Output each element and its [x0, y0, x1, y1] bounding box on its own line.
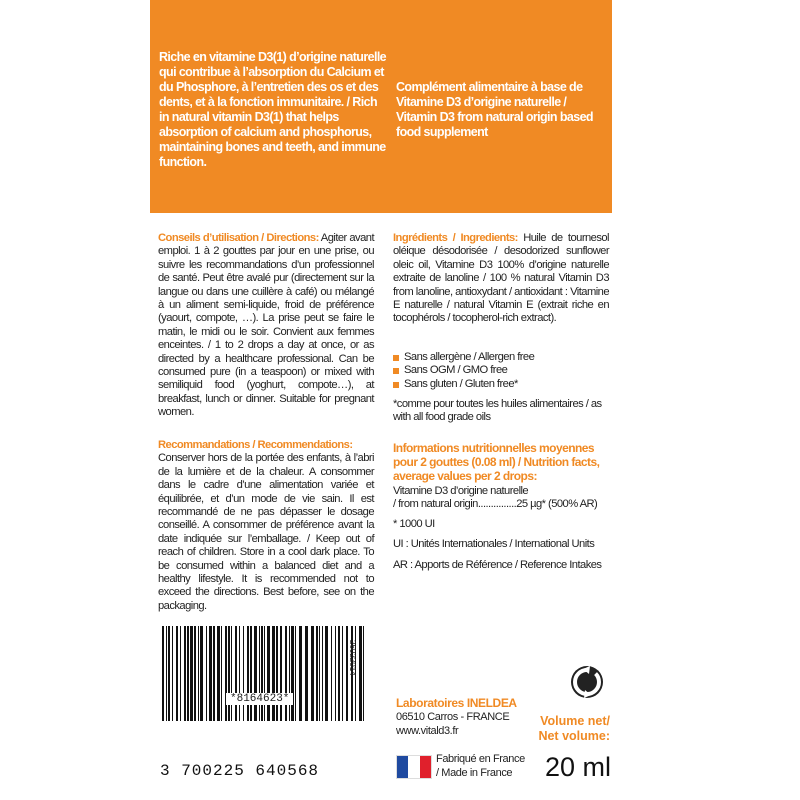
barcode-bar — [200, 626, 203, 721]
company-address: 06510 Carros - FRANCE — [396, 711, 510, 723]
barcode-bar — [194, 626, 196, 721]
nutrition-title: Informations nutritionnelles moyennes pour 2 gouttes (0.08 ml) / Nutrition facts, average values per 2 drops: — [393, 441, 600, 483]
side-code: 26022014 — [348, 640, 357, 676]
ingredients-section — [393, 232, 609, 326]
barcode-bar — [187, 626, 189, 721]
barcode-bar — [250, 626, 252, 721]
barcode-bar — [335, 626, 336, 721]
allergen-list — [393, 351, 609, 391]
barcode-bar — [166, 626, 167, 721]
barcode-bar — [299, 626, 302, 721]
barcode-bar — [363, 626, 364, 721]
barcode-bar — [291, 626, 294, 721]
barcode-bar — [221, 626, 222, 721]
barcode-bar — [190, 626, 193, 721]
barcode-bar — [295, 626, 296, 721]
barcode-bar — [228, 626, 230, 721]
barcode-bar — [264, 626, 265, 721]
barcode-bar — [176, 626, 178, 721]
ean-number: 3 700225 640568 — [160, 762, 320, 780]
barcode-bar — [331, 626, 332, 721]
barcode-bar — [243, 626, 244, 721]
nutrition-section — [393, 441, 609, 572]
barcode-bar — [209, 626, 212, 721]
barcode-bar — [325, 626, 328, 721]
barcode-bar — [276, 626, 278, 721]
barcode-bar — [272, 626, 275, 721]
barcode-bar — [319, 626, 320, 721]
barcode-bar — [289, 626, 290, 721]
barcode-bar — [305, 626, 308, 721]
barcode-bar — [231, 626, 232, 721]
barcode-bar — [316, 626, 318, 721]
list-item: Sans gluten / Gluten free* — [393, 378, 609, 391]
company-info — [396, 696, 546, 738]
list-item: Sans OGM / GMO free — [393, 364, 609, 377]
barcode-bar — [217, 626, 220, 721]
bullet-icon — [393, 355, 399, 361]
barcode-bar — [206, 626, 207, 721]
barcode-bar — [180, 626, 181, 721]
directions-section — [158, 232, 374, 420]
barcode-bar — [322, 626, 323, 721]
barcode-bar — [267, 626, 270, 721]
volume-label: Volume net/ Net volume: — [538, 714, 610, 743]
directions-body: Agiter avant emploi. 1 à 2 gouttes par jour en une prise, ou suivre les recommandations d’un professionnel de santé. Peut être avalé pur (directement sur la langue ou dans une cuillère à café) ou mélangé à un aliment semi-liquide, froid de préférence (yaourt, compote, …). La prise peut se faire le matin, le midi ou le soir. Convient aux femmes enceintes. / 1 to 2 drops a day at once, or as directed by a healthcare professional. Can be consumed pure (in a teaspoon) or mixed with semiliquid food (yoghurt, compote…), at breakfast, lunch or dinner. Suitable for pregnant women. — [158, 232, 375, 419]
barcode-bar — [184, 626, 186, 721]
volume-value: 20 ml — [544, 752, 611, 782]
internal-code: *8164623* — [226, 693, 293, 705]
barcode-bar — [311, 626, 314, 721]
bullet-icon — [393, 382, 399, 388]
nutrition-note: AR : Apports de Référence / Reference Intakes — [393, 558, 602, 571]
company-website: www.vitald3.fr — [396, 725, 459, 737]
barcode-bar — [261, 626, 263, 721]
barcode-bar — [247, 626, 249, 721]
barcode-bar — [198, 626, 199, 721]
barcode-bar — [172, 626, 173, 721]
list-item: Sans allergène / Allergen free — [393, 351, 609, 364]
barcode-bar — [259, 626, 260, 721]
green-dot-recycle-icon — [570, 665, 604, 699]
barcode-bar — [338, 626, 340, 721]
barcode-bar — [254, 626, 257, 721]
recommendations-body: Conserver hors de la portée des enfants, à l’abri de la lumière et de la chaleur. A consommer dans le cadre d’une alimentation variée et équilibrée, et d’un mode de vie sain. Il est recommandé de ne pas dépasser le dosage conseillé. A consommer de préférence avant la date indiquée sur l’emballage. / Keep out of reach of children. Store in a cool dark place. To be consumed within a balanced diet and a healthy lifestyle. It is recommended not to exceed the directions. Best before, see on the packaging. — [158, 452, 374, 612]
nutrition-note: UI : Unités Internationales / International Units — [393, 538, 595, 551]
directions-title: Conseils d’utilisation / Directions: — [158, 232, 319, 244]
ingredients-title: Ingrédients / Ingredients: — [393, 232, 518, 244]
barcode-bar — [225, 626, 227, 721]
barcode-bar — [168, 626, 170, 721]
nutrition-line: Vitamine D3 d’origine naturelle — [393, 485, 529, 497]
barcode-bar — [213, 626, 215, 721]
barcode-bar — [239, 626, 240, 721]
company-name: Laboratoires INELDEA — [396, 696, 517, 710]
made-in-label: Fabriqué en France / Made in France — [436, 753, 525, 779]
bullet-icon — [393, 368, 399, 374]
barcode-bar — [359, 626, 362, 721]
barcode-bar — [280, 626, 282, 721]
barcode-bar — [285, 626, 287, 721]
france-flag-icon — [396, 755, 432, 779]
nutrition-line: / from natural origin...............25 µg* (500% AR) — [393, 498, 598, 511]
nutrition-note: * 1000 UI — [393, 517, 435, 530]
barcode — [160, 626, 368, 721]
barcode-bar — [342, 626, 343, 721]
banner-claim-text: Riche en vitamine D3(1) d’origine naturelle qui contribue à l’absorption du Calcium et du Phosphore, à l’entretien des os et des dents, et à la fonction immunitaire. / Rich in natural vitamin D3(1) that helps absorption of calcium and phosphorus, maintaining bones and teeth, and immune function. — [159, 50, 387, 169]
recommendations-section — [158, 439, 374, 613]
barcode-bar — [235, 626, 237, 721]
barcode-bar — [162, 626, 164, 721]
banner-product-description: Complément alimentaire à base de Vitamine D3 d’origine naturelle / Vitamin D3 from natural origin based food supplement — [396, 80, 593, 139]
allergen-footnote: *comme pour toutes les huiles alimentaires / as with all food grade oils — [393, 398, 602, 424]
recommendations-title: Recommandations / Recommendations: — [158, 439, 353, 451]
ingredients-body: Huile de tournesol oléique désodorisée / desodorized sunflower oleic oil, Vitamine D3 100% d’origine naturelle extraite de lanoline / 100 % natural Vitamin D3 from lanoline, antioxydant / antioxidant : Vitamine E naturelle / natural Vitamin E (extrait riche en tocophérols / tocopherol-rich extract). — [393, 232, 609, 325]
